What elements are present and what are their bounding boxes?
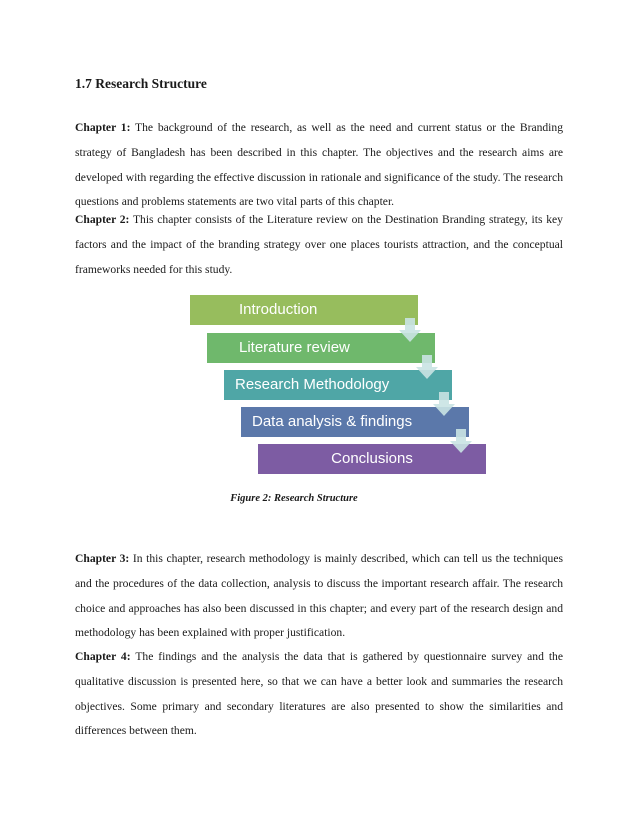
chapter-2-label: Chapter 2: [75,213,130,226]
chapter-1-label: Chapter 1: [75,121,131,134]
step-research-methodology: Research Methodology [224,370,452,400]
step-introduction: Introduction [190,295,418,325]
down-arrow-icon [416,355,438,379]
step-literature-review: Literature review [207,333,435,363]
chapter-4-text: The findings and the analysis the data that is gathered by questionnaire survey and the qualitative discussion is presented here, so that we can have a better look and summaries the research objectives. Some primary and secondary literatures are also presented to show the similarities and differences between them. [75,650,563,738]
down-arrow-icon [399,318,421,342]
chapter-3-paragraph [75,547,563,646]
chapter-4-paragraph [75,645,563,744]
chapter-1-text: The background of the research, as well as the need and current status or the Branding strategy of Bangladesh has been described in this chapter. The objectives and the research aims are developed with regarding the effective discussion in rationale and significance of the study. The research questions and problems statements are two vital parts of this chapter. [75,121,563,209]
down-arrow-icon [450,429,472,453]
step-data-analysis: Data analysis & findings [241,407,469,437]
chapter-1-paragraph [75,116,563,215]
figure-caption: Figure 2: Research Structure [230,493,358,504]
chapter-3-label: Chapter 3: [75,552,130,565]
chapter-2-text: This chapter consists of the Literature review on the Destination Branding strategy, its key factors and the impact of the branding strategy over one places tourists attraction, and the conceptual frameworks needed for this study. [75,213,563,276]
chapter-2-paragraph [75,208,563,282]
down-arrow-icon [433,392,455,416]
step-conclusions: Conclusions [258,444,486,474]
section-heading: 1.7 Research Structure [75,76,207,91]
chapter-3-text: In this chapter, research methodology is mainly described, which can tell us the techniques and the procedures of the data collection, analysis to discuss the important research affair. The research choice and approaches has also been discussed in this chapter; and every part of the research design and methodology has been explained with proper justification. [75,552,563,640]
chapter-4-label: Chapter 4: [75,650,131,663]
